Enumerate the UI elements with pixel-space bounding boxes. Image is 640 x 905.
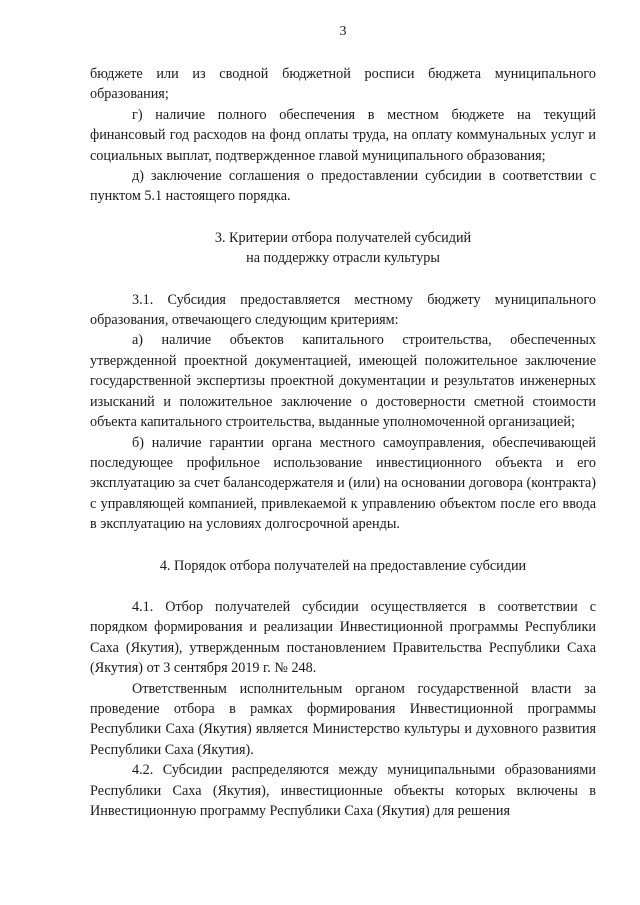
section-4-heading bbox=[90, 556, 596, 576]
document-body bbox=[90, 64, 596, 821]
paragraph-responsible-body: Ответственным исполнительным органом государственной власти за проведение отбора в рамках формирования Инвестиционной программы Республики Саха (Якутия) является Министерство культуры и духовного развития Республики Саха (Якутия). bbox=[90, 680, 596, 758]
paragraph-continuation: бюджете или из сводной бюджетной росписи бюджета муниципального образования; bbox=[90, 66, 596, 103]
section-3-body bbox=[90, 290, 596, 535]
paragraph-4-1: 4.1. Отбор получателей субсидии осуществляется в соответствии с порядком формирования и реализации Инвестиционной программы Республики Саха (Якутия), утвержденным постановлением Правительства Республики Саха (Якутия) от 3 сентября 2019 г. № 248. bbox=[90, 598, 596, 677]
section-4-body bbox=[90, 597, 596, 821]
section-3-heading-line-2: на поддержку отрасли культуры bbox=[246, 250, 440, 267]
section-3-heading bbox=[90, 228, 596, 269]
paragraph-item-d: д) заключение соглашения о предоставлении субсидии в соответствии с пунктом 5.1 настоящего порядка. bbox=[90, 168, 596, 205]
paragraph-4-2: 4.2. Субсидии распределяются между муниципальными образованиями Республики Саха (Якутия), инвестиционные объекты которых включены в Инвестиционную программу Республики Саха (Якутия) для решения bbox=[90, 762, 596, 819]
section-3-heading-line-1: 3. Критерии отбора получателей субсидий bbox=[214, 229, 472, 246]
section-4-heading-line: 4. Порядок отбора получателей на предоставление субсидии bbox=[159, 557, 527, 574]
paragraph-item-b: б) наличие гарантии органа местного самоуправления, обеспечивающей последующее профильное использование инвестиционного объекта и его эксплуатацию за счет балансодержателя и (или) на основании договора (контракта) с управляющей компанией, привлекаемой к управлению объектом после его ввода в эксплуатацию на условиях долгосрочной аренды. bbox=[90, 434, 596, 533]
paragraph-3-1: 3.1. Субсидия предоставляется местному бюджету муниципального образования, отвечающего следующим критериям: bbox=[90, 291, 596, 329]
paragraph-item-a: а) наличие объектов капитального строительства, обеспеченных утвержденной проектной документацией, имеющей положительное заключение государственной экспертизы проектной документации и результатов инженерных изысканий и положительное заключение о достоверности сметной стоимости объекта капитального строительства, выданные уполномоченной организацией; bbox=[90, 332, 596, 431]
paragraph-item-g: г) наличие полного обеспечения в местном бюджете на текущий финансовый год расходов на фонд оплаты труда, на оплату коммунальных услуг и социальных выплат, подтвержденное главой муниципального образования; bbox=[90, 106, 596, 164]
page-number: 3 bbox=[339, 24, 347, 39]
